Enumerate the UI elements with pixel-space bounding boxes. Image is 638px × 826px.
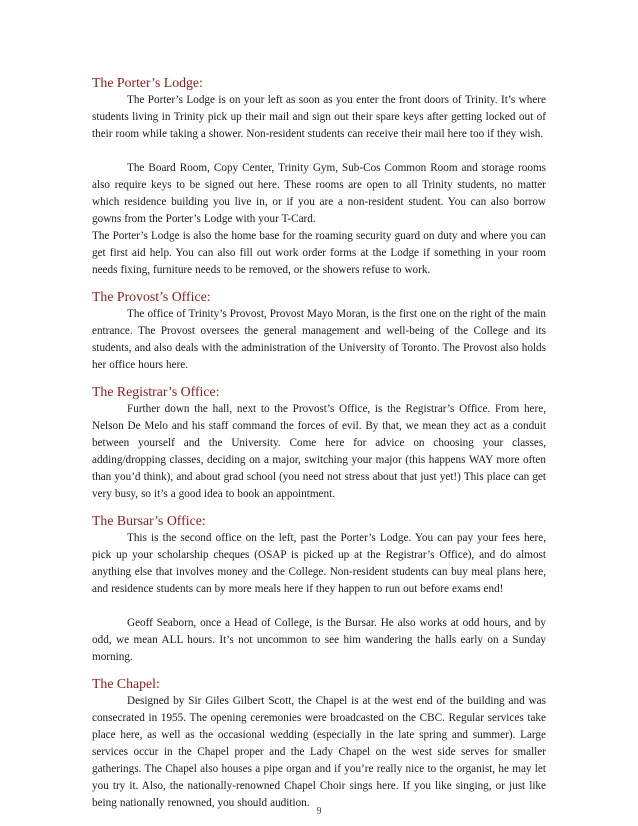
- section-porters-lodge: [92, 74, 546, 279]
- paragraph: Geoff Seaborn, once a Head of College, is the Bursar. He also works at odd hours, and by odd, we mean ALL hours. It’s not uncommon to see him wandering the halls early on a Sunday morning.: [92, 617, 546, 663]
- section-heading: The Provost’s Office:: [92, 289, 211, 304]
- section-provosts-office: [92, 288, 546, 374]
- paragraph: The Porter’s Lodge is on your left as soon as you enter the front doors of Trinity. It’s where students living in Trinity pick up their mail and sign out their spare keys after getting locked out of their room while taking a shower. Non-resident students can receive their mail here too if they wish.: [92, 94, 546, 140]
- paragraph: The office of Trinity’s Provost, Provost Mayo Moran, is the first one on the right of the main entrance. The Provost oversees the general management and well-being of the College and its students, and also deals with the administration of the University of Toronto. The Provost also holds her office hours here.: [92, 308, 546, 371]
- section-heading: The Bursar’s Office:: [92, 513, 206, 528]
- document-page: [92, 74, 546, 812]
- page-number: 9: [316, 806, 322, 817]
- section-heading: The Registrar’s Office:: [92, 384, 220, 399]
- section-heading: The Chapel:: [92, 676, 160, 691]
- section-bursars-office: [92, 512, 546, 666]
- section-chapel: [92, 675, 546, 812]
- paragraph: This is the second office on the left, past the Porter’s Lodge. You can pay your fees here, pick up your scholarship cheques (OSAP is picked up at the Registrar’s Office), and do almost anything else that involves money and the College. Non-resident students can buy meal plans here, and residence students can by more meals here if they happen to run out before exams end!: [92, 532, 546, 595]
- paragraph: Further down the hall, next to the Provost’s Office, is the Registrar’s Office. From here, Nelson De Melo and his staff command the forces of evil. By that, we mean they act as a conduit between yourself and the University. Come here for advice on choosing your classes, adding/dropping classes, deciding on a major, switching your major (this happens WAY more often than you’d think), and about grad school (you need not stress about that just yet!) This place can get very busy, so it’s a good idea to book an appointment.: [92, 403, 546, 500]
- paragraph: Designed by Sir Giles Gilbert Scott, the Chapel is at the west end of the building and was consecrated in 1955. The opening ceremonies were broadcasted on the CBC. Regular services take place here, as well as the occasional wedding (especially in the late spring and summer). Large services occur in the Chapel proper and the Lady Chapel on the west side serves for smaller gatherings. The Chapel also houses a pipe organ and if you’re really nice to the organist, he may let you try it. Also, the nationally-renowned Chapel Choir sings here. If you like singing, or just like being nationally renowned, you should audition.: [92, 695, 546, 809]
- section-heading: The Porter’s Lodge:: [92, 75, 203, 90]
- paragraph: The Porter’s Lodge is also the home base for the roaming security guard on duty and where you can get first aid help. You can also fill out work order forms at the Lodge if something in your room needs fixing, furniture needs to be removed, or the showers refuse to work.: [92, 230, 546, 276]
- paragraph: The Board Room, Copy Center, Trinity Gym, Sub-Cos Common Room and storage rooms also require keys to be signed out here. These rooms are open to all Trinity students, no matter which residence building you live in, or if you are a non-resident student. You can also borrow gowns from the Porter’s Lodge with your T-Card.: [92, 162, 546, 225]
- section-registrars-office: [92, 383, 546, 503]
